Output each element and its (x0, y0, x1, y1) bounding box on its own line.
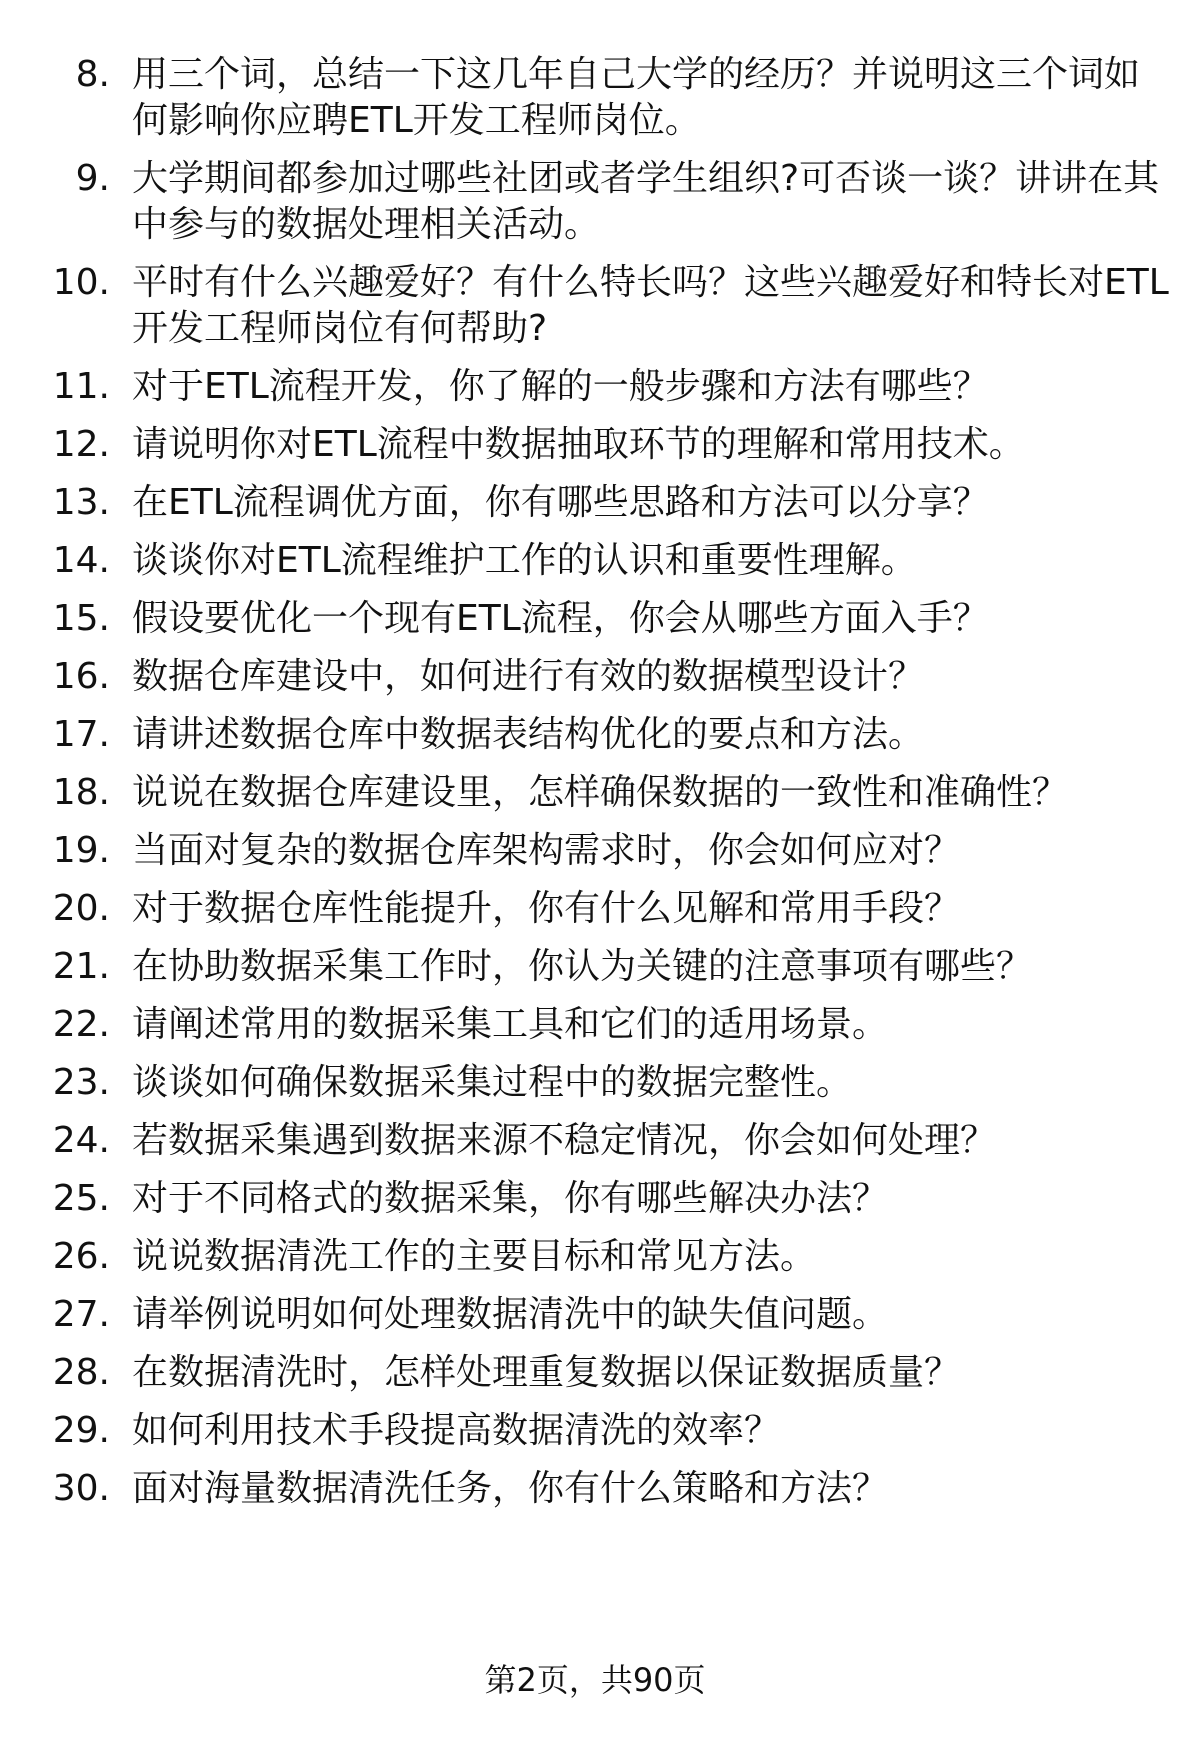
question-text: 谈谈你对ETL流程维护工作的认识和重要性理解。 (132, 540, 917, 581)
question-text: 对于不同格式的数据采集，你有哪些解决办法？ (132, 1178, 889, 1219)
question-item (0, 770, 1190, 816)
question-item (0, 1060, 1190, 1106)
question-text: 在协助数据采集工作时，你认为关键的注意事项有哪些？ (132, 946, 1033, 987)
question-item (0, 654, 1190, 700)
question-text: 数据仓库建设中，如何进行有效的数据模型设计？ (132, 656, 925, 697)
question-number: 16. (52, 656, 110, 697)
question-number: 29. (52, 1410, 110, 1451)
question-number: 19. (52, 830, 110, 871)
question-item (0, 1118, 1190, 1164)
question-text: 说说数据清洗工作的主要目标和常见方法。 (132, 1236, 817, 1277)
question-number: 14. (52, 540, 110, 581)
question-text: 平时有什么兴趣爱好？有什么特长吗？这些兴趣爱好和特长对ETL开发工程师岗位有何帮助? (132, 262, 1169, 349)
question-item (0, 1292, 1190, 1338)
question-item (0, 1176, 1190, 1222)
question-text: 说说在数据仓库建设里，怎样确保数据的一致性和准确性？ (132, 772, 1069, 813)
question-number: 21. (52, 946, 110, 987)
question-number: 24. (52, 1120, 110, 1161)
question-item (0, 260, 1190, 352)
question-item (0, 52, 1190, 144)
question-item (0, 828, 1190, 874)
question-text: 请讲述数据仓库中数据表结构优化的要点和方法。 (132, 714, 925, 755)
question-number: 9. (75, 158, 110, 199)
question-text: 假设要优化一个现有ETL流程，你会从哪些方面入手？ (132, 598, 989, 639)
question-number: 18. (52, 772, 110, 813)
question-item (0, 712, 1190, 758)
question-text: 对于ETL流程开发，你了解的一般步骤和方法有哪些？ (132, 366, 989, 407)
question-item (0, 1408, 1190, 1454)
question-number: 15. (52, 598, 110, 639)
question-item (0, 1466, 1190, 1512)
question-text: 面对海量数据清洗任务，你有什么策略和方法？ (132, 1468, 889, 1509)
question-number: 22. (52, 1004, 110, 1045)
question-number: 17. (52, 714, 110, 755)
question-item (0, 944, 1190, 990)
question-text: 请阐述常用的数据采集工具和它们的适用场景。 (132, 1004, 889, 1045)
question-text: 请举例说明如何处理数据清洗中的缺失值问题。 (132, 1294, 889, 1335)
question-number: 27. (52, 1294, 110, 1335)
question-item (0, 364, 1190, 410)
question-text: 在ETL流程调优方面，你有哪些思路和方法可以分享？ (132, 482, 989, 523)
question-text: 当面对复杂的数据仓库架构需求时，你会如何应对？ (132, 830, 961, 871)
question-text: 请说明你对ETL流程中数据抽取环节的理解和常用技术。 (132, 424, 1025, 465)
question-item (0, 480, 1190, 526)
question-text: 谈谈如何确保数据采集过程中的数据完整性。 (132, 1062, 853, 1103)
question-text: 若数据采集遇到数据来源不稳定情况，你会如何处理？ (132, 1120, 997, 1161)
question-item (0, 156, 1190, 248)
question-text: 大学期间都参加过哪些社团或者学生组织?可否谈一谈？讲讲在其中参与的数据处理相关活动。 (132, 158, 1160, 245)
question-item (0, 596, 1190, 642)
question-number: 8. (75, 54, 110, 95)
question-item (0, 886, 1190, 932)
question-number: 23. (52, 1062, 110, 1103)
question-number: 28. (52, 1352, 110, 1393)
question-item (0, 1002, 1190, 1048)
question-text: 在数据清洗时，怎样处理重复数据以保证数据质量？ (132, 1352, 961, 1393)
question-text: 用三个词，总结一下这几年自己大学的经历？并说明这三个词如何影响你应聘ETL开发工程师岗位。 (132, 54, 1141, 141)
question-number: 10. (52, 262, 110, 303)
question-number: 11. (52, 366, 110, 407)
question-text: 对于数据仓库性能提升，你有什么见解和常用手段？ (132, 888, 961, 929)
question-text: 如何利用技术手段提高数据清洗的效率？ (132, 1410, 781, 1451)
question-list (0, 52, 1190, 1524)
question-number: 26. (52, 1236, 110, 1277)
question-item (0, 1350, 1190, 1396)
question-number: 25. (52, 1178, 110, 1219)
question-item (0, 422, 1190, 468)
question-number: 12. (52, 424, 110, 465)
question-item (0, 1234, 1190, 1280)
page-footer: 第2页，共90页 (484, 1661, 706, 1699)
question-item (0, 538, 1190, 584)
question-number: 20. (52, 888, 110, 929)
question-number: 13. (52, 482, 110, 523)
question-number: 30. (52, 1468, 110, 1509)
